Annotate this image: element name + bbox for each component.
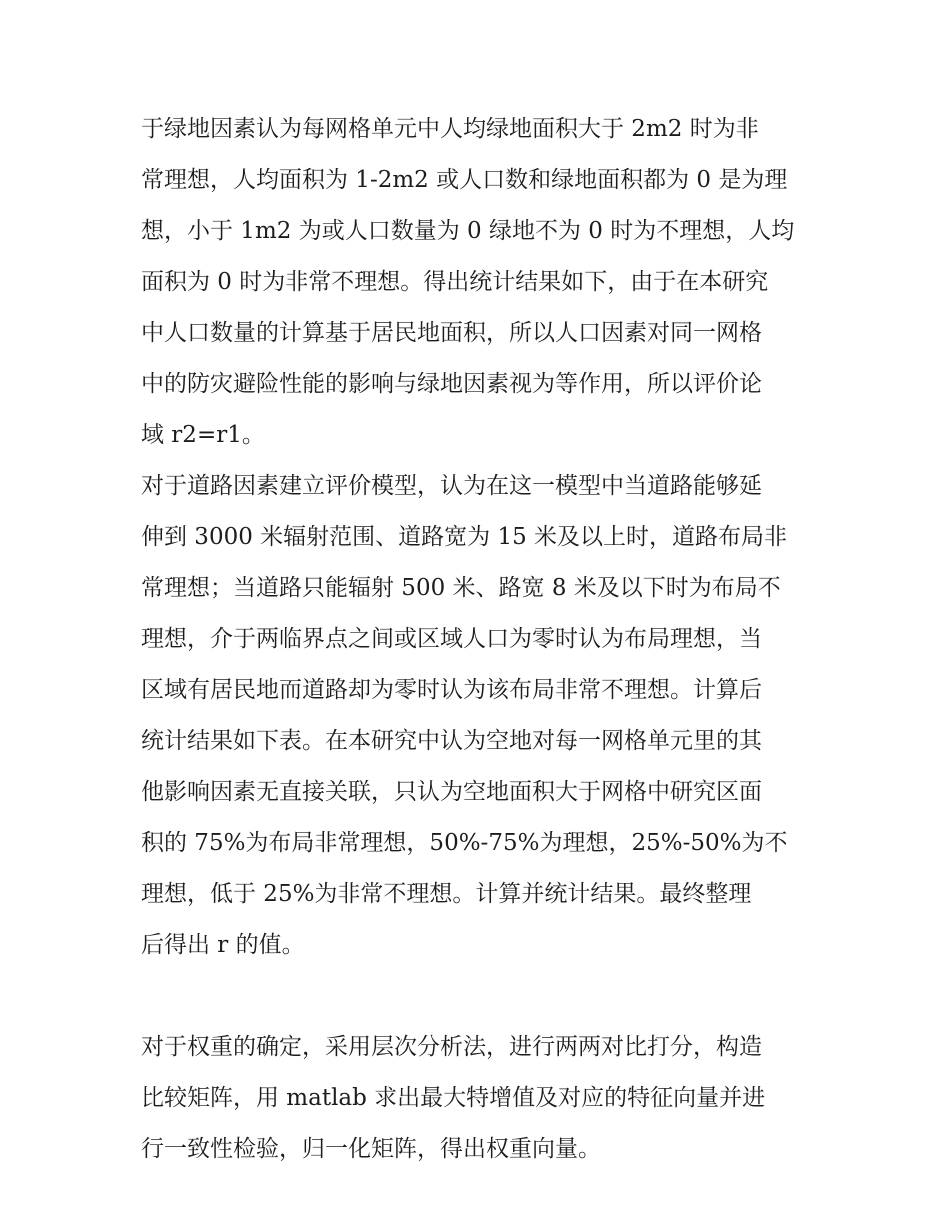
text-line: 他影响因素无直接关联，只认为空地面积大于网格中研究区面 [141, 779, 762, 805]
text-line: 对于道路因素建立评价模型，认为在这一模型中当道路能够延 [141, 473, 762, 499]
text-line: 对于权重的确定，采用层次分析法，进行两两对比打分，构造 [141, 1034, 762, 1060]
text-line: 理想，介于两临界点之间或区域人口为零时认为布局理想，当 [141, 626, 762, 652]
text-line: 理想，低于 25%为非常不理想。计算并统计结果。最终整理 [141, 881, 752, 907]
paragraph-road-factor [141, 461, 813, 1022]
text-line: 比较矩阵，用 matlab 求出最大特增值及对应的特征向量并进 [141, 1085, 766, 1111]
text-line: 面积为 0 时为非常不理想。得出统计结果如下，由于在本研究 [141, 269, 769, 295]
paragraph-weights [141, 1022, 813, 1175]
text-line: 中人口数量的计算基于居民地面积，所以人口因素对同一网格 [141, 320, 762, 346]
text-line: 常理想，人均面积为 1-2m2 或人口数和绿地面积都为 0 是为理 [141, 167, 788, 193]
text-line: 后得出 r 的值。 [141, 932, 305, 958]
text-line: 区域有居民地而道路却为零时认为该布局非常不理想。计算后 [141, 677, 762, 703]
text-line: 想，小于 1m2 为或人口数量为 0 绿地不为 0 时为不理想，人均 [141, 218, 795, 244]
text-line: 积的 75%为布局非常理想，50%-75%为理想，25%-50%为不 [141, 830, 788, 856]
text-line: 中的防灾避险性能的影响与绿地因素视为等作用，所以评价论 [141, 371, 762, 397]
text-line: 常理想；当道路只能辐射 500 米、路宽 8 米及以下时为布局不 [141, 575, 781, 601]
document-body [141, 104, 813, 1175]
text-line: 于绿地因素认为每网格单元中人均绿地面积大于 2m2 时为非 [141, 116, 759, 142]
text-line: 伸到 3000 米辐射范围、道路宽为 15 米及以上时，道路布局非 [141, 524, 788, 550]
paragraph-green-space [141, 104, 813, 461]
text-line: 行一致性检验，归一化矩阵，得出权重向量。 [141, 1136, 601, 1162]
text-line: 统计结果如下表。在本研究中认为空地对每一网格单元里的其 [141, 728, 762, 754]
text-line [141, 971, 813, 1022]
text-line: 域 r2=r1。 [141, 422, 265, 448]
